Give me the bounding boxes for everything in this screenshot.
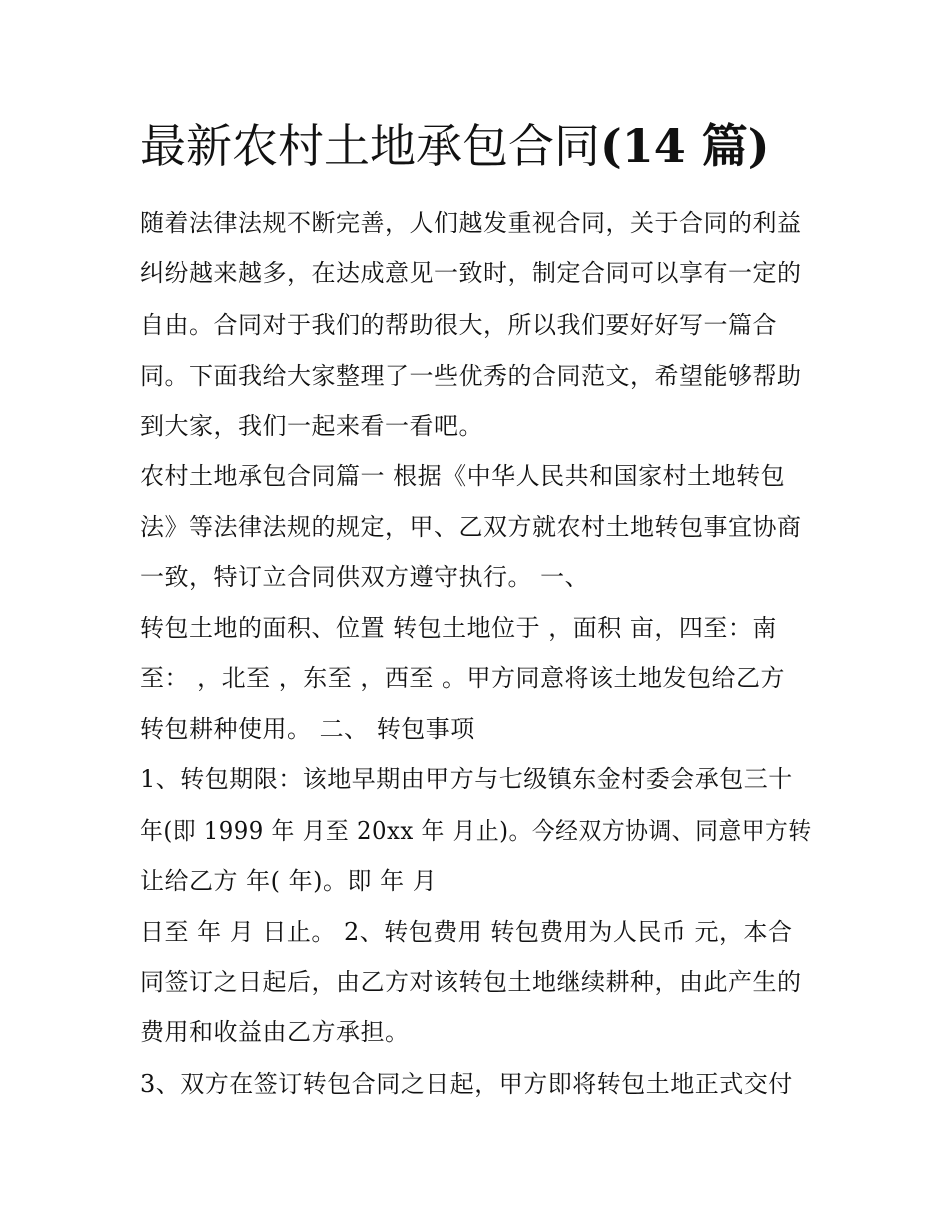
body-line: 费用和收益由乙方承担。 xyxy=(140,1018,410,1046)
title-main: 最新农村土地承包合同 xyxy=(140,119,600,173)
body-line: 转包土地的面积、位置 转包土地位于 ，面积 亩，四至：南 xyxy=(140,614,777,642)
body-line: 3、双方在签订转包合同之日起，甲方即将转包土地正式交付 xyxy=(140,1070,793,1098)
body-line: 1、转包期限：该地早期由甲方与七级镇东金村委会承包三十 xyxy=(140,765,793,793)
body-line: 至： ，北至 ，东至 ，西至 。甲方同意将该土地发包给乙方 xyxy=(140,664,786,692)
body-line: 转包耕种使用。 二、 转包事项 xyxy=(140,715,475,743)
body-line: 到大家，我们一起来看一看吧。 xyxy=(140,412,483,440)
body-line: 日至 年 月 日止。 2、转包费用 转包费用为人民币 元，本合 xyxy=(140,918,793,946)
body-line: 农村土地承包合同篇一 根据《中华人民共和国家村土地转包 xyxy=(140,462,786,490)
title-suffix: (14 篇) xyxy=(600,119,770,173)
body-line: 年(即 1999 年 月至 20xx 年 月止)。今经双方协调、同意甲方转 xyxy=(140,817,812,845)
body-line: 同签订之日起后，由乙方对该转包土地继续耕种，由此产生的 xyxy=(140,968,802,996)
document-title xyxy=(140,114,770,178)
body-line: 让给乙方 年( 年)。即 年 月 xyxy=(140,867,438,895)
body-line: 自由。合同对于我们的帮助很大，所以我们要好好写一篇合 xyxy=(140,311,777,339)
body-line: 法》等法律法规的规定，甲、乙双方就农村土地转包事宜协商 xyxy=(140,513,802,541)
body-line: 同。下面我给大家整理了一些优秀的合同范文，希望能够帮助 xyxy=(140,362,802,390)
body-line: 一致，特订立合同供双方遵守执行。 一、 xyxy=(140,563,590,591)
body-line: 随着法律法规不断完善，人们越发重视合同，关于合同的利益 xyxy=(140,209,802,237)
body-line: 纠纷越来越多，在达成意见一致时，制定合同可以享有一定的 xyxy=(140,259,802,287)
